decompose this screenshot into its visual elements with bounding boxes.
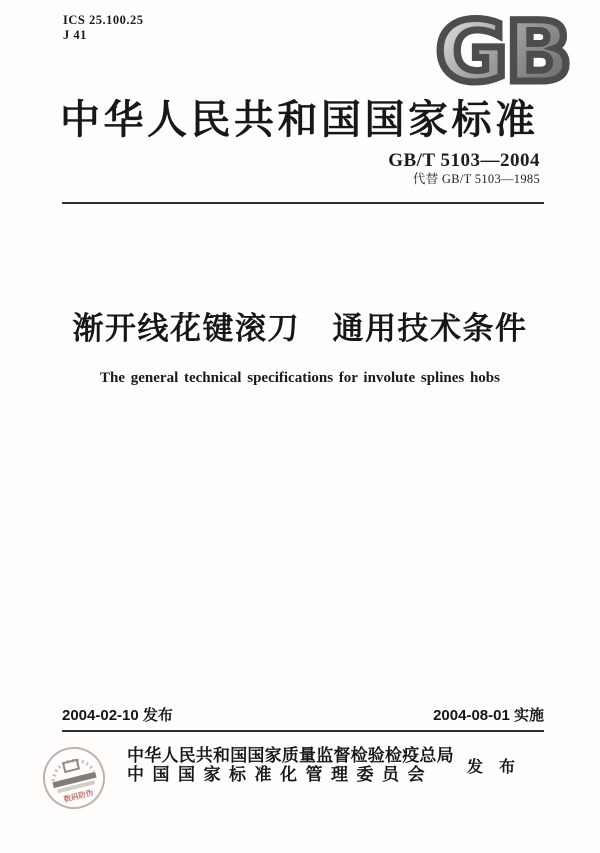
standard-title-english: The general technical specifications for involute splines hobs [100,370,500,386]
publish-label: 发 布 [467,758,522,776]
standard-title-chinese: 渐开线花键滚刀 通用技术条件 [72,311,528,346]
replaces-note: 代替 GB/T 5103—1985 [412,172,540,186]
publisher-lines [127,746,454,784]
issue-date: 2004-02-10 发布 [62,707,173,724]
national-standard-heading: 中华人民共和国国家标准 [60,97,539,142]
ics-block [63,13,143,43]
gb-logo: GB [435,3,570,101]
implementation-date: 2004-08-01 实施 [433,707,544,724]
ics-code: ICS 25.100.25 [63,13,144,27]
publisher-block [127,746,521,784]
top-rule [62,202,544,204]
classification-code: J 41 [63,28,87,42]
standard-number-block [388,150,540,187]
stamp-emblem [63,760,79,772]
stamp-graphic [39,743,109,813]
publisher-line-1: 中华人民共和国国家质量监督检验检疫总局 [127,746,454,765]
stamp-label: 数码防伪 [62,787,95,804]
bottom-rule [62,730,544,732]
anti-counterfeit-stamp [39,743,109,813]
date-row [62,707,544,725]
standard-number: GB/T 5103—2004 [388,150,540,171]
publisher-line-2: 中国国家标准化管理委员会 [127,765,433,784]
